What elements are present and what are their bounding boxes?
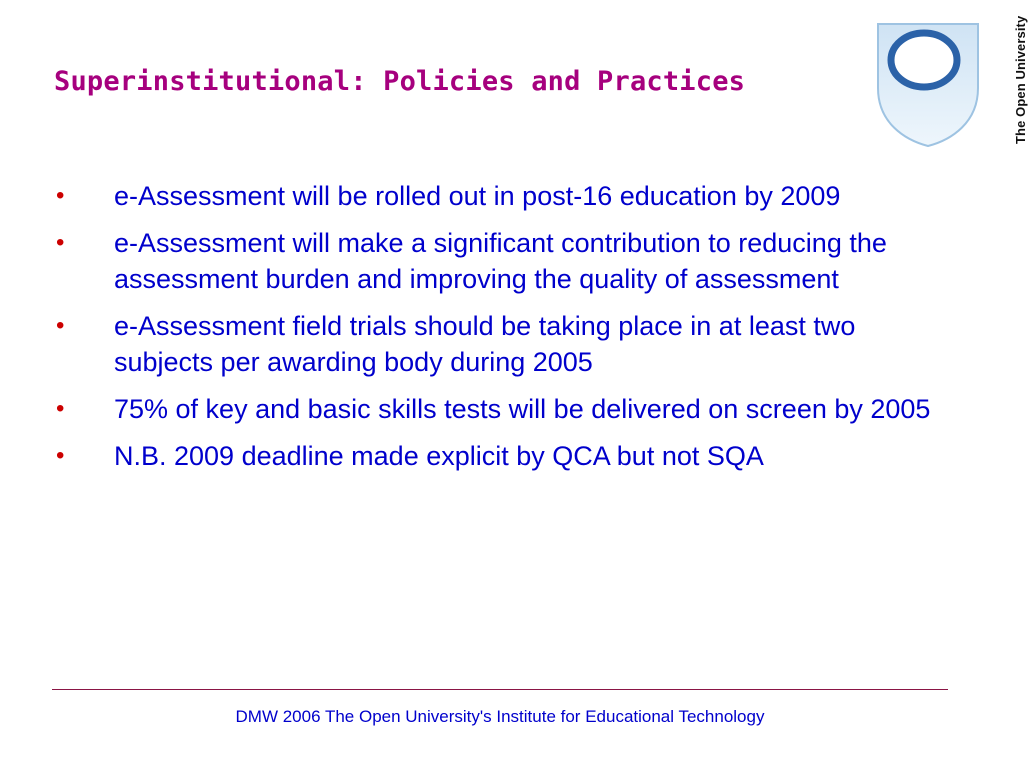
logo-wordmark: The Open University xyxy=(1013,15,1028,144)
bullet-icon: • xyxy=(56,229,65,256)
bullet-icon: • xyxy=(56,442,65,469)
open-university-shield-icon xyxy=(876,18,986,148)
bullet-text: e-Assessment field trials should be taking place in at least two subjects per awarding body during 2005 xyxy=(114,311,856,377)
list-item xyxy=(56,178,956,214)
bullet-icon: • xyxy=(56,395,65,422)
bullet-icon: • xyxy=(56,182,65,209)
footer-divider xyxy=(52,689,948,690)
bullet-list xyxy=(56,178,956,485)
list-item xyxy=(56,225,956,297)
bullet-text: N.B. 2009 deadline made explicit by QCA but not SQA xyxy=(114,441,764,471)
slide-title: Superinstitutional: Policies and Practices xyxy=(54,66,746,97)
footer-text: DMW 2006 The Open University's Institute for Educational Technology xyxy=(235,707,765,726)
list-item xyxy=(56,438,956,474)
open-university-logo xyxy=(876,15,1028,150)
bullet-text: e-Assessment will be rolled out in post-16 education by 2009 xyxy=(114,181,841,211)
bullet-icon: • xyxy=(56,312,65,339)
list-item xyxy=(56,391,956,427)
bullet-text: 75% of key and basic skills tests will be delivered on screen by 2005 xyxy=(114,394,931,424)
bullet-text: e-Assessment will make a significant contribution to reducing the assessment burden and improving the quality of assessment xyxy=(114,228,887,294)
list-item xyxy=(56,308,956,380)
